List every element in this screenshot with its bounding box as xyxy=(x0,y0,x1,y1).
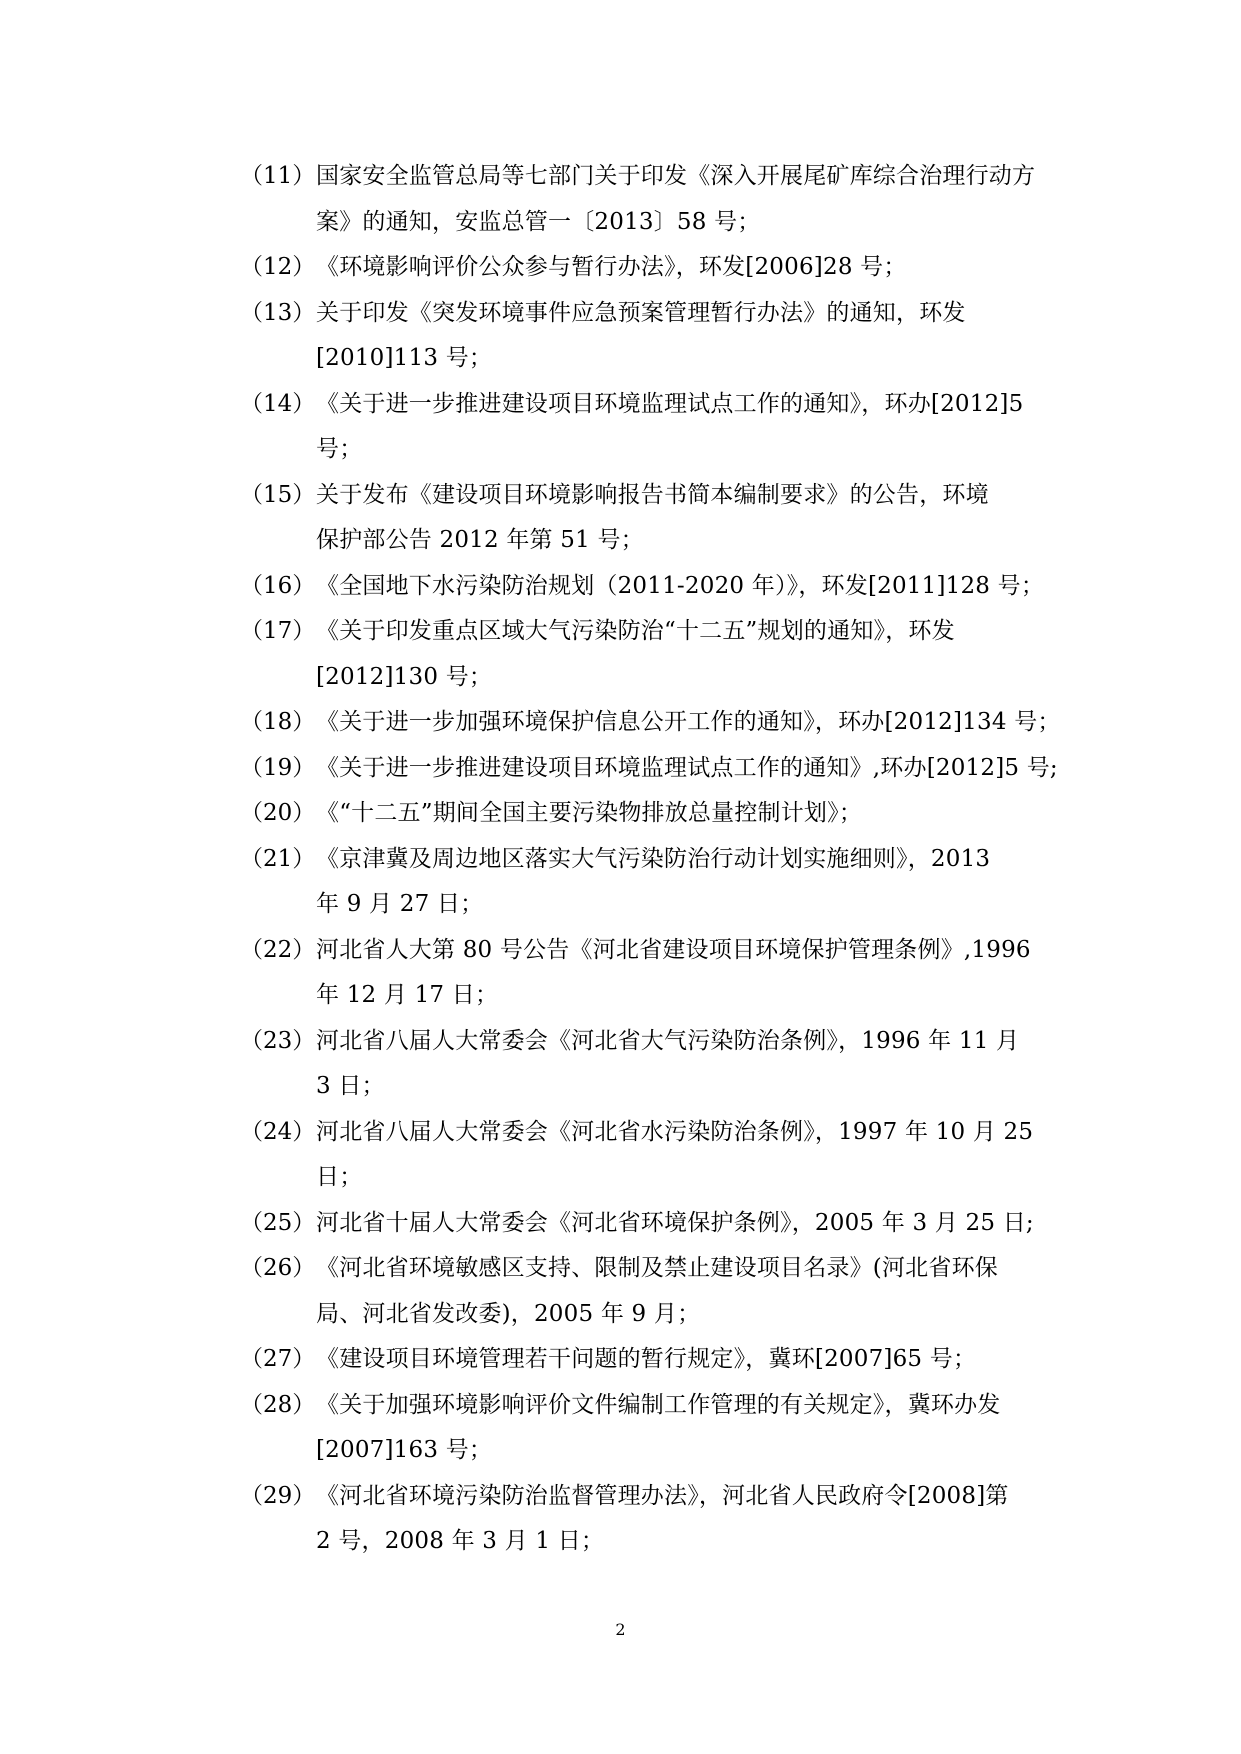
reference-item xyxy=(240,473,1060,564)
reference-number: （18） xyxy=(240,709,316,735)
reference-text xyxy=(316,837,1060,928)
reference-item xyxy=(240,382,1060,473)
reference-item xyxy=(240,564,1060,610)
reference-text-line: 局、河北省发改委)，2005 年 9 月； xyxy=(316,1300,701,1327)
reference-text-line: 河北省十届人大常委会《河北省环境保护条例》，2005 年 3 月 25 日; xyxy=(316,1209,1034,1236)
reference-text xyxy=(316,473,1060,564)
reference-number: （28） xyxy=(240,1391,316,1418)
reference-text-line: 日； xyxy=(316,1164,363,1190)
reference-item xyxy=(240,1246,1060,1337)
reference-text-line: 年 12 月 17 日； xyxy=(316,982,499,1008)
reference-item xyxy=(240,1201,1060,1247)
reference-list xyxy=(240,154,1060,1565)
reference-text xyxy=(316,245,1060,291)
reference-text-line: 2 号，2008 年 3 月 1 日； xyxy=(316,1528,605,1554)
reference-text xyxy=(316,928,1060,1019)
reference-text-line: 《环境影响评价公众参与暂行办法》，环发[2006]28 号； xyxy=(316,254,907,280)
reference-item xyxy=(240,245,1060,291)
reference-text xyxy=(316,609,1060,700)
reference-text xyxy=(316,746,1060,792)
reference-number: （20） xyxy=(240,800,316,826)
reference-item xyxy=(240,1474,1060,1565)
reference-text-line: 保护部公告 2012 年第 51 号； xyxy=(316,527,644,553)
reference-text xyxy=(316,1383,1060,1474)
reference-number: （24） xyxy=(240,1118,316,1145)
reference-text-line: 国家安全监管总局等七部门关于印发《深入开展尾矿库综合治理行动方 xyxy=(316,163,1036,189)
reference-number: （14） xyxy=(240,390,316,417)
reference-number: （22） xyxy=(240,936,316,963)
reference-number: （27） xyxy=(240,1346,316,1372)
reference-text xyxy=(316,154,1060,245)
reference-text-line: 《关于进一步推进建设项目环境监理试点工作的通知》，环办[2012]5 xyxy=(316,390,1024,417)
reference-item xyxy=(240,154,1060,245)
reference-item xyxy=(240,609,1060,700)
reference-text-line: 河北省八届人大常委会《河北省大气污染防治条例》，1996 年 11 月 xyxy=(316,1027,1020,1054)
reference-text-line: 《“十二五”期间全国主要污染物排放总量控制计划》； xyxy=(316,800,863,826)
reference-item xyxy=(240,291,1060,382)
reference-text xyxy=(316,1201,1060,1247)
reference-text-line: [2010]113 号； xyxy=(316,345,493,371)
reference-text-line: 《河北省环境敏感区支持、限制及禁止建设项目名录》(河北省环保 xyxy=(316,1255,998,1281)
reference-text-line: [2007]163 号； xyxy=(316,1437,493,1463)
reference-text-line: 《建设项目环境管理若干问题的暂行规定》，冀环[2007]65 号； xyxy=(316,1346,977,1372)
reference-text-line: 《关于加强环境影响评价文件编制工作管理的有关规定》，冀环办发 xyxy=(316,1391,1001,1418)
reference-text-line: 关于发布《建设项目环境影响报告书简本编制要求》的公告，环境 xyxy=(316,481,989,508)
reference-text-line: 年 9 月 27 日； xyxy=(316,891,484,917)
reference-text xyxy=(316,291,1060,382)
reference-number: （12） xyxy=(240,254,316,280)
reference-number: （29） xyxy=(240,1482,316,1509)
reference-text-line: 《关于进一步推进建设项目环境监理试点工作的通知》,环办[2012]5 号; xyxy=(316,754,1058,781)
reference-text xyxy=(316,1246,1060,1337)
reference-text-line: 3 日； xyxy=(316,1073,385,1099)
reference-text xyxy=(316,1474,1060,1565)
page-number: 2 xyxy=(615,1620,626,1639)
reference-number: （11） xyxy=(240,163,316,189)
reference-number: （26） xyxy=(240,1255,316,1281)
reference-number: （13） xyxy=(240,299,316,326)
reference-item xyxy=(240,928,1060,1019)
reference-text-line: 河北省八届人大常委会《河北省水污染防治条例》，1997 年 10 月 25 xyxy=(316,1118,1034,1145)
reference-number: （25） xyxy=(240,1209,316,1236)
reference-text-line: 河北省人大第 80 号公告《河北省建设项目环境保护管理条例》,1996 xyxy=(316,936,1031,963)
reference-text xyxy=(316,1110,1060,1201)
reference-text xyxy=(316,1019,1060,1110)
reference-item xyxy=(240,1383,1060,1474)
reference-item xyxy=(240,1337,1060,1383)
reference-text-line: 《全国地下水污染防治规划（2011-2020 年）》，环发[2011]128 号； xyxy=(316,572,1045,599)
reference-text-line: 关于印发《突发环境事件应急预案管理暂行办法》的通知，环发 xyxy=(316,299,966,326)
reference-text xyxy=(316,700,1061,746)
reference-number: （16） xyxy=(240,572,316,599)
reference-item xyxy=(240,746,1060,792)
reference-text-line: 《关于印发重点区域大气污染防治“十二五”规划的通知》，环发 xyxy=(316,618,955,644)
reference-text xyxy=(316,1337,1060,1383)
reference-item xyxy=(240,700,1060,746)
reference-number: （19） xyxy=(240,754,316,781)
reference-text-line: 《关于进一步加强环境保护信息公开工作的通知》，环办[2012]134 号； xyxy=(316,709,1061,735)
reference-number: （23） xyxy=(240,1027,316,1054)
reference-item xyxy=(240,1019,1060,1110)
reference-text xyxy=(316,382,1060,473)
reference-text-line: [2012]130 号； xyxy=(316,663,493,690)
reference-item xyxy=(240,791,1060,837)
reference-text-line: 号； xyxy=(316,436,363,462)
reference-text-line: 《河北省环境污染防治监督管理办法》，河北省人民政府令[2008]第 xyxy=(316,1482,1009,1509)
reference-number: （17） xyxy=(240,618,316,644)
reference-text xyxy=(316,791,1060,837)
reference-text-line: 《京津冀及周边地区落实大气污染防治行动计划实施细则》，2013 xyxy=(316,845,991,872)
reference-number: （15） xyxy=(240,481,316,508)
reference-text-line: 案》的通知，安监总管一〔2013〕58 号； xyxy=(316,208,761,235)
reference-item xyxy=(240,837,1060,928)
reference-number: （21） xyxy=(240,845,316,872)
reference-item xyxy=(240,1110,1060,1201)
reference-text xyxy=(316,564,1060,610)
